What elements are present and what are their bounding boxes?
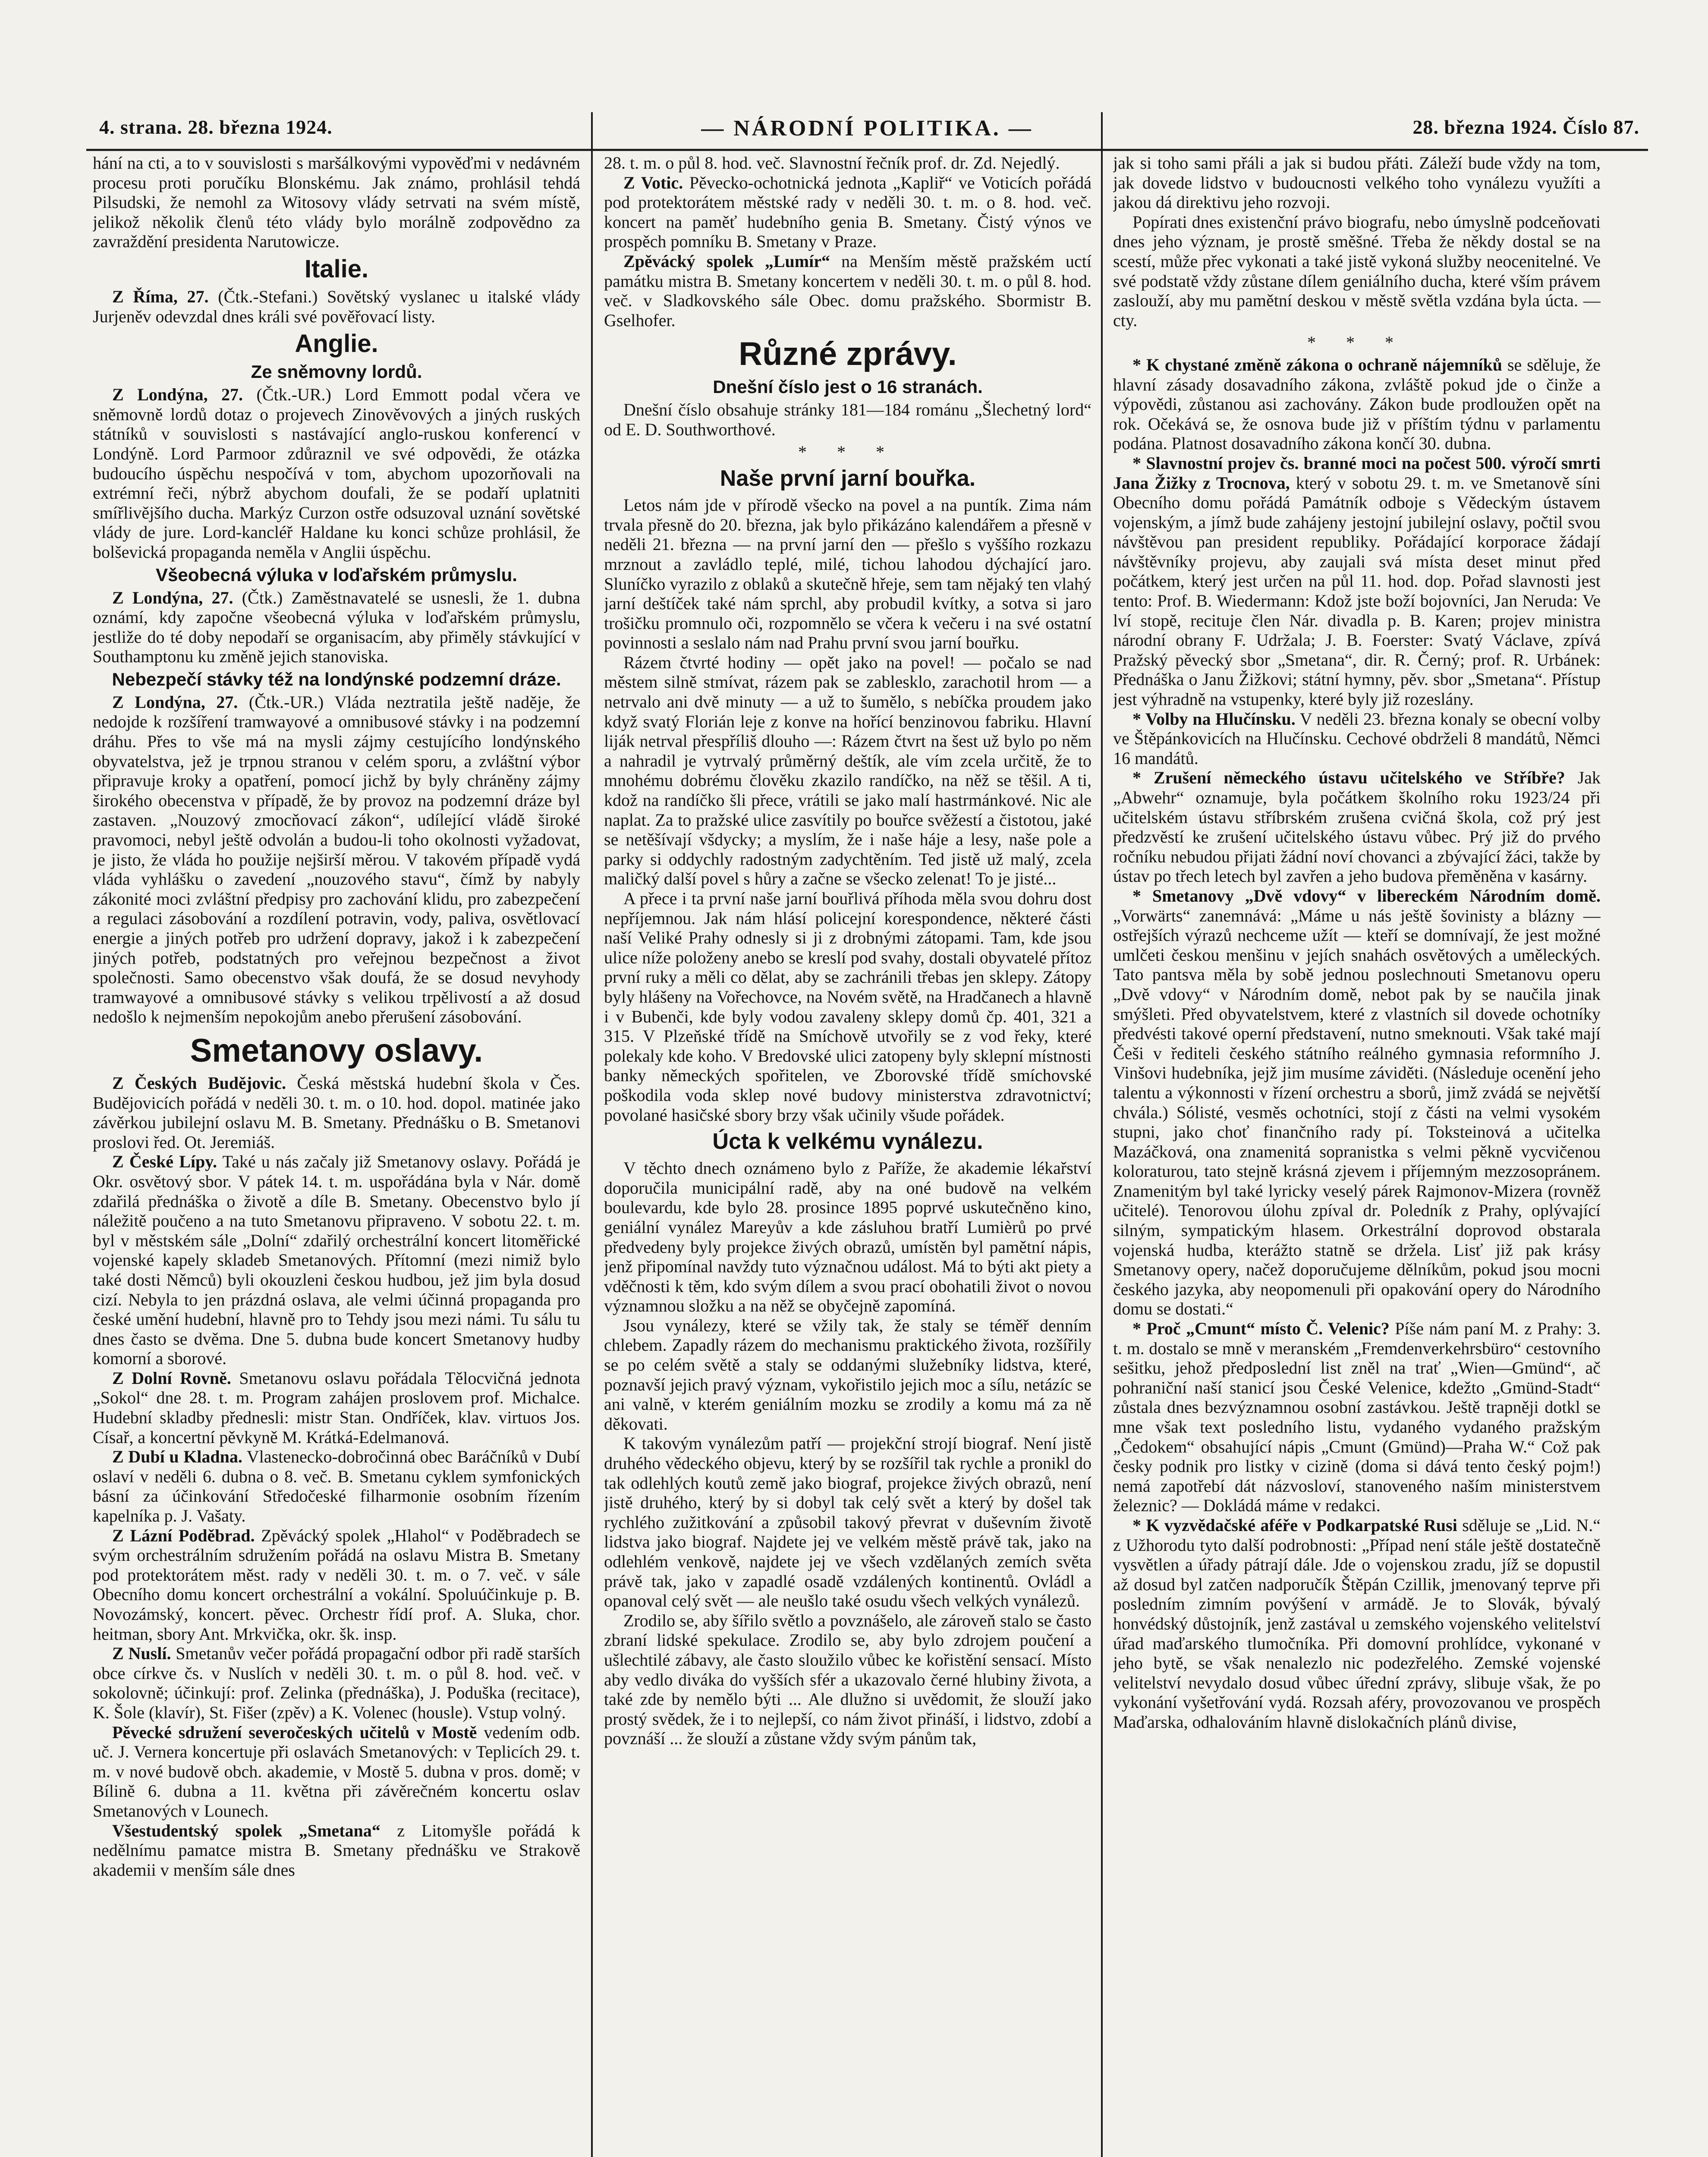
- masthead-title: — NÁRODNÍ POLITIKA. —: [701, 116, 1033, 141]
- article-text: se sděluje, že hlavní zásady dosavadního zákona, zvláště pokud jde o činže a výpovědi, zůstanou asi zachovány. Zákon bude prodloužen opět na rok. Očekává se, že osnova bude již v příštím týdnu v parlamentu podána. Platnost dosavadního zákona končí 30. dubna.: [1113, 355, 1601, 453]
- paragraph: [93, 1073, 580, 1152]
- paragraph: [1113, 886, 1601, 1319]
- issue-date: 28. března 1924. Číslo 87.: [1412, 116, 1639, 138]
- news-headline: * Zrušení německého ústavu učitelského ve Stříbře?: [1132, 768, 1565, 788]
- paragraph: Jsou vynálezy, které se vžily tak, že staly se téměř denním chlebem. Zapadly rázem do mechanismu praktického života, rozšířily se po celém světě a staly se oddanými služebníky lidstva, které, poznavší jejich pravý význam, vykořistilo jejich moc a sílu, netázíc se ani valně, v kterém geniálním mozku se zrodily a komu má za ně děkovati.: [604, 1315, 1091, 1434]
- column-3: [1113, 153, 1601, 2157]
- article-text: (Čtk.-UR.) Lord Emmott podal včera ve sněmovně lordů dotaz o projevech Zinověvových a jiných ruských státníků v souvislosti s nastávající anglo-ruskou konferencí v Londýně. Lord Parmoor zdůraznil ve své odpovědi, že otázka budoucího úspěchu nespočívá v tom, abychom upozorňovali na extrémní řeči, nýbrž abychom doufali, že se podaří uplatniti smířlivějšího ducha. Markýz Curzon ostře odsuzoval uznání sovětské vlády de jure. Lord-kancléř Haldane ku konci schůze prohlásil, že bolševická propaganda neměla v Anglii úspěchu.: [93, 385, 580, 562]
- column-divider: [1101, 112, 1103, 2157]
- article-text: (Čtk.-Stefani.) Sovětský vyslanec u italské vlády Jurjeněv odevzdal dnes králi své pověřovací listy.: [93, 286, 580, 326]
- dateline: Z Londýna, 27.: [112, 385, 243, 405]
- news-headline: * Slavnostní projev čs. branné moci na počest 500. výročí smrti Jana Žižky z Trocnova,: [1113, 453, 1601, 493]
- header-rule: [86, 149, 1648, 151]
- paragraph: [93, 385, 580, 562]
- dateline: Zpěvácký spolek „Lumír“: [623, 251, 830, 271]
- article-text: z Litomyšle pořádá k nedělnímu pamatce mistra B. Smetany přednášku ve Strakově akademii v menším sále dnes: [93, 1821, 580, 1880]
- dateline: Z Českých Budějovic.: [112, 1073, 286, 1093]
- news-headline: * Proč „Cmunt“ místo Č. Velenic?: [1132, 1319, 1390, 1339]
- dateline: Z Nuslí.: [112, 1644, 171, 1663]
- article-text: (Čtk.) Zaměstnavatelé se usnesli, že 1. dubna oznámí, kdy započne všeobecná výluka v loďařském průmyslu, jestliže do té doby nepodaří se organisacím, aby přiměly stávkující v Southamptonu ku změně jejich stanoviska.: [93, 588, 580, 667]
- subheading: Naše první jarní bouřka.: [720, 466, 976, 491]
- paragraph: [93, 1526, 580, 1644]
- article-text: sděluje se „Lid. N.“ z Užhorodu tyto další podrobnosti: „Případ není stále ještě dostatečně vysvětlen a úřady pátrají dále. Jde o vojenskou zradu, jíž se dopustil až dosud byl zatčen nadporučík Štěpán Czillik, jmenovaný teprve při posledním zimním povýšení v armádě. Je to Slovák, bývalý honvédský důstojník, jenž zastával u zemského vojenského velitelství úřad maďarského tlumočníka. Při domovní prohlídce, vykonané v jeho bytě, se však nenalezlo nic podezřelého. Zemské vojenské velitelství nevydalo dosud vůbec úřední zprávy, slibuje však, že po vykonání vyšetřování vydá. Rozsah aféry, provozovanou ve prospěch Maďarska, odhalováním hlavně dislokačních plánů divise,: [1113, 1515, 1601, 1732]
- news-headline: * Smetanovy „Dvě vdovy“ v libereckém Národním domě.: [1132, 886, 1601, 906]
- dateline: Z Votic.: [623, 173, 683, 192]
- paragraph: [93, 1152, 580, 1368]
- paragraph: Rázem čtvrté hodiny — opět jako na povel! — počalo se nad městem silně stmívat, rázem pak se zablesklo, zarachotil hrom — a netrvalo ani dvě minuty — a už to šumělo, s nebíčka proudem jako když svatý Florián leje z konve na hořící benzinovou fabriku. Hlavní liják netrval přespříliš dlouho —: Rázem čtvrt na šest už bylo po něm a nahradil je vytrvalý průměrný deštík, ale vím zcela určitě, že to mnohému dobrému člověku zkazilo randíčko, na něž se těšil. A ti, kdož na randíčko šli přece, vrátili se jako malí hastrmánkové. Nic ale naplat. Za to pražské ulice zasvítily po bouřce svěžestí a čistotou, jaké se netěšívají všdycky; a myslím, že i naše háje a lesy, naše pole a parky si oddychly radostným zadychtěním. Ted jistě už malý, zcela maličký další povel s hůry a začne se všecko zelenat! To je jisté...: [604, 652, 1091, 889]
- article-text: Vlastenecko-dobročinná obec Baráčníků v Dubí oslaví v neděli 6. dubna o 8. več. B. Smetanu cyklem symfonických básní za účinkování Středočeské filharmonie osobním řízením kapelníka p. J. Vašaty.: [93, 1447, 580, 1526]
- article-text: na Menším městě pražském uctí památku mistra B. Smetany koncertem v neděli 30. t. m. o půl 8. hod. več. v Sladkovského sále Obec. domu pražského. Sbormistr B. Gselhofer.: [604, 251, 1091, 330]
- article-text: „Vorwärts“ zanemnává: „Máme u nás ještě šovinisty a blázny — ostřejších výrazů nechceme užít — kteří se domnívají, že jest možné umlčeti českou menšinu v jejích snahách osvětových a uměleckých. Tato pantsva měla by sobě jednou poslechnouti Smetanovu operu „Dvě vdovy“ v Národním domě, nebot pak by se naučila jinak smýšleti. Před obyvatelstvem, které z vlastních sil dovede ochotníky předvésti takové operní představení, nutno smeknouti. Však také mají Češi v řediteli českého státního reálného gymnasia reformního J. Vinšovi hudebníka, jejž jim musíme záviděti. (Následuje ocenění jeho talentu a výkonnosti v řízení orchestru a sborů, jimž zvádá se největší chvála.) Sólisté, vesměs ochotníci, stojí z části na velmi vysokém stupni, jako choť finančního rady pí. Toksteinová a učitelka Mazáčková, ona znamenitá sopranistka s velmi pěkně vycvičenou koloraturou, tato stejně krásná zjevem i příjemným mezzosopránem. Znamenitým byl také lyricky veselý párek Rajmonov-Mizera (rovněž učitelé). Tenorovou úlohu zpíval dr. Poledník z Prahy, oplývající silným, sympatickým hlasem. Orkestrální doprovod obstarala vojenská hudba, kterážto statně se držela. Lisť již pak krásy Smetanovy opery, načež doporučujeme dělníkům, pokud jsou mocni českého jazyka, aby neopomenuli při opakování opery do Národního domu se dostati.“: [1113, 906, 1601, 1319]
- column-1: [93, 153, 580, 2157]
- section-heading: Smetanovy oslavy.: [190, 1032, 483, 1069]
- article-text: Píše nám paní M. z Prahy: 3. t. m. dostalo se mně v meranském „Fremdenverkehrsbüro“ cestovního sešitku, jehož předposlední list zněl na trať „Wien—Gmünd“, ač pohraniční naší stanicí jsou České Velenice, kdežto „Gmünd-Stadt“ zůstala dnes bezvýznamnou osobní zastávkou. Ještě trapněji dotkl se mne však text posledního listu, vydaného vydaného pražským „Čedokem“ obsahující nápis „Cmunt (Gmünd)—Praha W.“ Což pak česky podnik pro listky v cizině (doma si dává tento český pojm!) nemá zapotřebí dát názvosloví, stanoveného naším ministerstvem železnic? — Dokládá máme v redakci.: [1113, 1319, 1601, 1516]
- article-text: (Čtk.-UR.) Vláda neztratila ještě naděje, že nedojde k rozšíření tramwayové a omnibusové stávky i na podzemní dráhu. Přes to vše má na mysli zájmy cestujícího londýnského obyvatelstva, jež je trpnou stranou v celém sporu, a zvláštní výbor připravuje kroky a opatření, pomocí jichž by byly chráněny zájmy širokého obecenstva v případě, že by provoz na podzemní dráze byl zastaven. „Nouzový zmocňovací zákon“, udílející vládě široké pravomoci, nebyl ještě odvolán a budou-li toho okolnosti vyžadovat, je jisto, že vláda ho použije nejširší měrou. V takovém případě vydá vláda vyhlášku o zavedení „nouzového stavu“, čímž by nabyly zákonité moci zvláštní předpisy pro zachování klidu, pro zabezpečení a regulaci zásobování a rozdílení potravin, vody, paliva, osvětlovací energie a jiných potřeb pro udržení dopravy, jakož i k zabezpečení jiných potřeb, podstatných pro veřejnou bezpečnost a život společnosti. Samo obecenstvo však doufá, že se dosud nevyhody tramwayové a omnibusové stávky s velikou trpělivostí a až dosud nedošlo k nejmenším nepokojům anebo přerušení zásobování.: [93, 692, 580, 1027]
- paragraph: A přece i ta první naše jarní bouřlivá příhoda měla svou dohru dost nepříjemnou. Jak nám hlásí policejní korespondence, některé části naší Veliké Prahy odnesly si ji z drobnými zátopami. Tam, kde jsou ulice níže položeny anebo se kreslí pod svahy, dostali obyvatelé přítoz první ruky a měli co dělat, aby se zachránili třebas jen sklepy. Zátopy byly hlášeny na Vořechovce, na Novém světě, na Hradčanech a hlavně i v Bubenči, kde byly vodou zavaleny sklepy domů čp. 401, 321 a 315. V Plzeňské třídě na Smíchově utvořily se z vod řeky, které polekaly kde koho. V Bredovské ulici zatopeny byly sklepní místnosti banky německých spořitelen, ve Zborovské třídě smíchovské poškodila voda sklep nové budovy ministerstva zdravotnictví; povolané hasičské sbory brzy však učinily všude pořádek.: [604, 889, 1091, 1125]
- subheading: Dnešní číslo jest o 16 stranách.: [713, 377, 983, 397]
- dateline: Z Londýna, 27.: [112, 692, 238, 712]
- subheading: Úcta k velkému vynálezu.: [712, 1129, 983, 1154]
- dateline: Pěvecké sdružení severočeských učitelů v Mostě: [112, 1722, 477, 1742]
- paragraph: K takovým vynálezům patří — projekční strojí biograf. Není jistě druhého vědeckého objevu, který by se rozšířil tak rychle a pronikl do tak odlehlých koutů země jako biograf, projekce živých obrazů, není jistě druhého, který by si dobyl tak celý svět a který by došel tak rychlého zužitkování a způsobil takový převrat v duševním životě lidstva jako biograf. Najdete jej ve velkém městě právě tak, jako na odlehlém venkově, najdete jej ve všech vzdělaných zemích světa právě tak, jako v zapadlé osadě vzdálených kontinentů. Ovládl a opanoval celý svět — ale neušlo také osudu všech velkých vynálezů.: [604, 1434, 1091, 1611]
- paragraph: [1113, 768, 1601, 886]
- article-text: Také u nás začaly již Smetanovy oslavy. Pořádá je Okr. osvětový sbor. V pátek 14. t. m. uspořádána byla v Nár. domě zdařilá přednáška o životě a díle B. Smetany. Obecenstvo bylo jí náležitě poučeno a na tuto Smetanovu připraveno. V sobotu 22. t. m. byl v městském sále „Dolní“ zdařilý orchestrální koncert litoměřické vojenské kapely skladeb Smetanových. Přítomní (mezi nimiž bylo také dosti Němců) byli okouzleni českou hudbou, jež jim byla dosud cizí. Nebyla to jen prázdná oslava, ale velmi účinná propaganda pro české umění hudební, hlavně pro to Tehdy jsou mezi námi. Tu sálu tu dnes často se dvěma. Dne 5. dubna bude koncert Smetanovy hudby komorní a sborové.: [93, 1152, 580, 1368]
- paragraph: [1113, 355, 1601, 453]
- paragraph: [1113, 453, 1601, 709]
- news-headline: * Volby na Hlučínsku.: [1132, 709, 1296, 729]
- paragraph: [1113, 709, 1601, 768]
- paragraph: Zrodilo se, aby šířilo světlo a povznášelo, ale zároveň stalo se často zbraní lidské spekulace. Zrodilo se, aby bylo zdrojem poučení a ušlechtilé zábavy, ale často sloužilo vůbec ke kořistění sensací. Místo aby vedlo diváka do vyšších sfér a ukazovalo černé hlubiny života, a také zde by nemělo býti ... Ale dlužno si uvědomit, že slouží jako prostý svědek, že i to nejlepší, co nám život přináší, i lidstvo, zdobí a povznáší ... že slouží a zůstane vždy svým pánům tak,: [604, 1610, 1091, 1748]
- paragraph: [93, 1821, 580, 1880]
- paragraph: Popírati dnes existenční právo biografu, nebo úmyslně podceňovati dnes jeho význam, je prostě směšné. Třeba že někdy dostal se na scestí, může přec vykonati a také jistě vykoná služby neocenitelné. Ve své podstatě vždy zůstane dílem geniálního ducha, které vším právem zaslouží, aby mu pamětní deskou v městě světla vzdána byla úcta. —cty.: [1113, 212, 1601, 330]
- paragraph: [93, 588, 580, 667]
- paragraph: V těchto dnech oznámeno bylo z Paříže, že akademie lékařství doporučila municipální radě, aby na oné budově na velkém boulevardu, kde bylo 28. prosince 1895 poprvé uskutečněno kino, geniální vynález Mareyův a kde zásluhou bratří Lumièrů po prvé předvedeny byly projekce živých obrazů, umístěn byl pamětní nápis, jenž připomínal navždy tuto význačnou událost. Má to býti akt piety a vděčnosti k těm, kdo svým dílem a svou prací obohatili život o novou významnou složku a na něž se obyčejně zapomíná.: [604, 1158, 1091, 1316]
- paragraph: [93, 1447, 580, 1525]
- article-text: vedením odb. uč. J. Vernera koncertuje při oslavách Smetanových: v Teplicích 29. t. m. v nové budově obch. akademie, v Mostě 5. dubna v pros. domě; v Bílině 6. dubna a 11. května při závěrečném koncertu oslav Smetanových v Lounech.: [93, 1722, 580, 1821]
- paragraph: [604, 173, 1091, 252]
- separator-stars: * * *: [1307, 333, 1406, 352]
- paragraph: [93, 692, 580, 1027]
- paragraph: hání na cti, a to v souvislosti s maršálkovými vypověďmi v nedávném procesu proti poručíku Blonskému. Jak známo, prohlásil tehdá Pilsudski, že nemohl za Witosovy vlády setrvati na svém místě, jelikož několik členů této vlády bylo morálně zodpovědno za zavraždění presidenta Narutowicze.: [93, 153, 580, 252]
- article-text: V neděli 23. března konaly se obecní volby ve Štěpánkovicích na Hlučínsku. Cechové obdrželi 8 mandátů, Němci 16 mandátů.: [1113, 709, 1601, 768]
- article-text: Pěvecko-ochotnická jednota „Kapliř“ ve Voticích pořádá pod protektorátem městské rady v neděli 30. t. m. o 8. hod. več. koncert na paměť hudebního genia B. Smetany. Čistý výnos ve prospěch pomníku B. Smetany v Praze.: [604, 173, 1091, 252]
- paragraph: 28. t. m. o půl 8. hod. več. Slavnostní řečník prof. dr. Zd. Nejedlý.: [604, 153, 1060, 173]
- article-text: Smetanovu oslavu pořádala Tělocvičná jednota „Sokol“ dne 28. t. m. Program zahájen proslovem prof. Michalce. Hudební skladby přednesli: mistr Stan. Ondříček, klav. virtuos Jos. Císař, a koncertní pěvkyně M. Krátká-Edelmanová.: [93, 1368, 580, 1447]
- dateline: Z Říma, 27.: [112, 286, 209, 306]
- section-heading: Různé zprávy.: [739, 336, 957, 373]
- paragraph: Dnešní číslo obsahuje stránky 181—184 románu „Šlechetný lord“ od E. D. Southworthové.: [604, 400, 1091, 439]
- article-text: Česká městská hudební škola v Čes. Budějovicích pořádá v neděli 30. t. m. o 10. hod. dopol. matinée jako závěrkou jubilejní oslavu M. B. Smetany. Přednášku o B. Smetanovi proslovi řed. Ot. Jeremiáš.: [93, 1073, 580, 1152]
- news-headline: * K vyzvědačské aféře v Podkarpatské Rusi: [1132, 1515, 1457, 1535]
- section-heading: Italie.: [304, 255, 369, 283]
- dateline: Z Londýna, 27.: [112, 588, 233, 607]
- paragraph: [604, 252, 1091, 330]
- paragraph: [93, 1644, 580, 1722]
- subheading: Nebezpečí stávky též na londýnské podzemní dráze.: [112, 669, 561, 689]
- dateline: Z Dolní Rovně.: [112, 1368, 231, 1388]
- article-text: Jak „Abwehr“ oznamuje, byla počátkem školního roku 1923/24 při učitelském ústavu stříbrském zrušena cvičná škola, což prý jest předzvěstí ke zrušení učitelského ústavu vůbec. Prý již do prvého ročníku nebudou přijati žádní noví chovanci a zbývající žáci, takže by ústav po třech letech byl zavřen a jeho budova přeměněna v kasárny.: [1113, 768, 1601, 886]
- paragraph: [1113, 1319, 1601, 1516]
- article-text: který v sobotu 29. t. m. ve Smetanově síni Obecního domu pořádá Památník odboje s Vědeckým ústavem vojenským, a jímž bude zahájeny jestojní jubilejní oslavy, počtil svou návštěvou pan president republiky. Pořádající korporace žádají návštěvníky projevu, aby zaujali svá místa deset minut před počátkem, který jest určen na půl 11. hod. dop. Pořad slavnosti jest tento: Prof. B. Wiedermann: Kdož jste boží bojovníci, Jan Neruda: Ve lví stopě, recituje člen Nár. divadla p. B. Karen; projev ministra národní obrany F. Udržala; J. B. Foerster: Svatý Václave, zpívá Pražský pěvecký sbor „Smetana“, dir. R. Černý; prof. R. Urbánek: Přednáška o Janu Žižkovi; státní hymny, pěv. sbor „Smetana“. Přístup jest výhradně na vstupenky, které byly již rozeslány.: [1113, 473, 1601, 709]
- dateline: Všestudentský spolek „Smetana“: [112, 1821, 381, 1840]
- subheading: Ze sněmovny lordů.: [251, 362, 422, 382]
- dateline: Z České Lípy.: [112, 1152, 217, 1172]
- paragraph: [1113, 1516, 1601, 1732]
- column-2: [604, 153, 1091, 2157]
- dateline: Z Lázní Poděbrad.: [112, 1525, 255, 1545]
- page-number: 4. strana. 28. března 1924.: [99, 116, 333, 138]
- paragraph: [93, 287, 580, 326]
- article-text: Zpěvácký spolek „Hlahol“ v Poděbradech se svým orchestrálním sdružením pořádá na oslavu Mistra B. Smetany pod protektorátem měst. rady v neděli 30. t. m. o 7. več. v sále Obecního domu koncert orchestrální a vokální. Spoluúčinkuje p. B. Novozámský, koncert. pěvec. Orchestr řídí prof. A. Sluka, chor. heitman, sbory Ant. Mrkvička, okr. šk. insp.: [93, 1525, 580, 1644]
- news-headline: * K chystané změně zákona o ochraně nájemníků: [1132, 355, 1502, 374]
- section-heading: Anglie.: [295, 330, 378, 358]
- paragraph: Letos nám jde v přírodě všecko na povel a na puntík. Zima nám trvala přesně do 20. března, jak bylo přikázáno kalendářem a přesně v neděli 21. března — na první jarní den — přešlo s vyššího rozkazu mrznout a zavládlo teplé, milé, tichou lahodou dýchající jaro. Sluníčko vyrazilo z oblaků a skutečně hřeje, sem tam nějaký ten vlahý jarní deštíček také nám sprchl, aby probudil kvítky, a sotva si jaro trošičku promnulo oči, rozpomnělo se včera k večeru i na své ostatní povinnosti a seslalo nám nad Prahu první svou jarní bouřku.: [604, 495, 1091, 653]
- page-header: [86, 116, 1648, 146]
- paragraph: [93, 1723, 580, 1821]
- paragraph: jak si toho sami přáli a jak si budou přáti. Záleží bude vždy na tom, jak dovede lidstvo v budoucnosti velkého toho vynálezu využíti a jakou dá direktivu jeho rozvoji.: [1113, 153, 1601, 212]
- paragraph: [93, 1368, 580, 1447]
- article-text: Smetanův večer pořádá propagační odbor při radě starších obce církve čs. v Nuslích v neděli 30. t. m. o půl 8. hod. več. v sokolovně; účinkují: prof. Zelinka (přednáška), J. Poduška (recitace), K. Šole (klavír), St. Fišer (zpěv) a K. Volenec (housle). Vstup volný.: [93, 1644, 580, 1722]
- dateline: Z Dubí u Kladna.: [112, 1447, 242, 1467]
- column-divider: [591, 112, 593, 2157]
- subheading: Všeobecná výluka v loďařském průmyslu.: [156, 564, 517, 585]
- separator-stars: * * *: [798, 442, 897, 462]
